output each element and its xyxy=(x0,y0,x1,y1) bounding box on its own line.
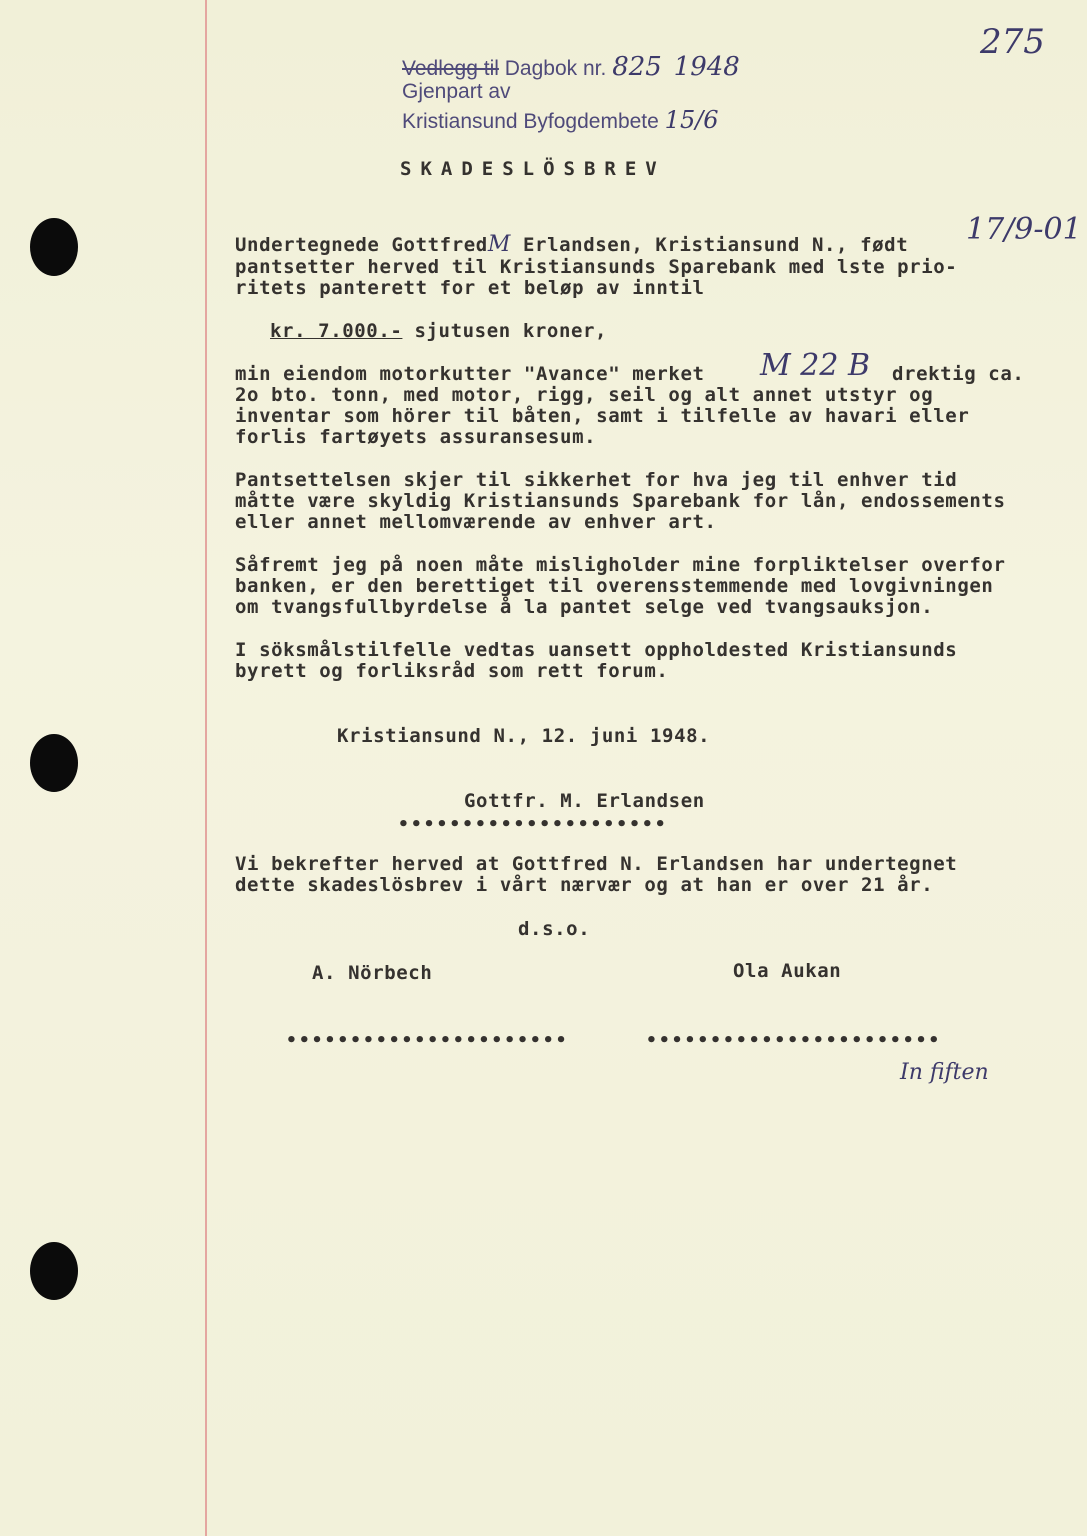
p1-line-2: pantsetter herved til Kristiansunds Sparebank med lste prio- xyxy=(235,256,958,278)
p1-line-1 xyxy=(235,232,908,257)
p2-line-1b: drektig ca. xyxy=(892,363,1025,385)
handwritten-middle-initial: M xyxy=(487,232,511,257)
stamp-struck-text: Vedlegg til xyxy=(402,57,499,80)
p2-line-2: 2o bto. tonn, med motor, rigg, seil og alt annet utstyr og xyxy=(235,384,934,406)
stamp-dagbok-number: 825 xyxy=(612,52,662,82)
amount-line xyxy=(270,320,607,342)
p1-line-1-a: Undertegnede Gottfred xyxy=(235,234,488,256)
witness-1-dots: •••••••••••••••••••••• xyxy=(286,1030,569,1051)
p4-line-3: om tvangsfullbyrdelse å la pantet selge ved tvangsauksjon. xyxy=(235,596,934,618)
margin-rule xyxy=(205,0,207,1536)
binder-hole-bottom xyxy=(30,1242,78,1300)
amount-words: sjutusen kroner, xyxy=(402,320,608,342)
p5-line-1: I söksmålstilfelle vedtas uansett oppholdested Kristiansunds xyxy=(235,639,958,661)
handwritten-registration: M 22 B xyxy=(760,348,871,383)
dso: d.s.o. xyxy=(518,918,591,940)
p6-line-1: Vi bekrefter herved at Gottfred N. Erlandsen har undertegnet xyxy=(235,853,958,875)
signature-dots: ••••••••••••••••••••• xyxy=(398,814,668,835)
binder-hole-top xyxy=(30,218,78,276)
place-date: Kristiansund N., 12. juni 1948. xyxy=(337,725,711,747)
stamp-dagbok-label: Dagbok nr. xyxy=(504,57,607,80)
p4-line-2: banken, er den berettiget til overensstemmende med lovgivningen xyxy=(235,575,994,597)
stamp-line-1 xyxy=(402,52,740,82)
signature: Gottfr. M. Erlandsen xyxy=(464,790,705,812)
witness-2: Ola Aukan xyxy=(733,960,842,982)
witness-2-dots: ••••••••••••••••••••••• xyxy=(646,1030,942,1051)
stamp-line-3 xyxy=(402,106,719,134)
witness-1: A. Nörbech xyxy=(312,962,433,984)
p3-line-2: måtte være skyldig Kristiansunds Sparebank for lån, endossements xyxy=(235,490,1006,512)
handwritten-birth-date: 17/9-01 xyxy=(966,212,1082,247)
page-number: 275 xyxy=(980,22,1045,62)
document-title: SKADESLÖSBREV xyxy=(400,158,666,180)
p3-line-3: eller annet mellomværende av enhver art. xyxy=(235,511,717,533)
p6-line-2: dette skadeslösbrev i vårt nærvær og at han er over 21 år. xyxy=(235,874,934,896)
p1-line-3: ritets panterett for et beløp av inntil xyxy=(235,277,705,299)
stamp-date: 15/6 xyxy=(664,106,719,134)
stamp-office: Kristiansund Byfogdembete xyxy=(402,110,659,133)
p4-line-1: Såfremt jeg på noen måte misligholder mine forpliktelser overfor xyxy=(235,554,1006,576)
p1-line-1-b: Erlandsen, Kristiansund N., født xyxy=(510,234,909,256)
p2-line-1a: min eiendom motorkutter "Avance" merket xyxy=(235,363,705,385)
p5-line-2: byrett og forliksråd som rett forum. xyxy=(235,660,669,682)
amount: kr. 7.000.- xyxy=(270,320,403,342)
p2-line-4: forlis fartøyets assuransesum. xyxy=(235,426,597,448)
p2-line-3: inventar som hörer til båten, samt i tilfelle av havari eller xyxy=(235,405,970,427)
stamp-line-2: Gjenpart av xyxy=(402,80,511,103)
p3-line-1: Pantsettelsen skjer til sikkerhet for hva jeg til enhver tid xyxy=(235,469,958,491)
binder-hole-middle xyxy=(30,734,78,792)
stamp-year: 1948 xyxy=(673,52,740,82)
handwritten-initials: In fiften xyxy=(900,1060,989,1085)
